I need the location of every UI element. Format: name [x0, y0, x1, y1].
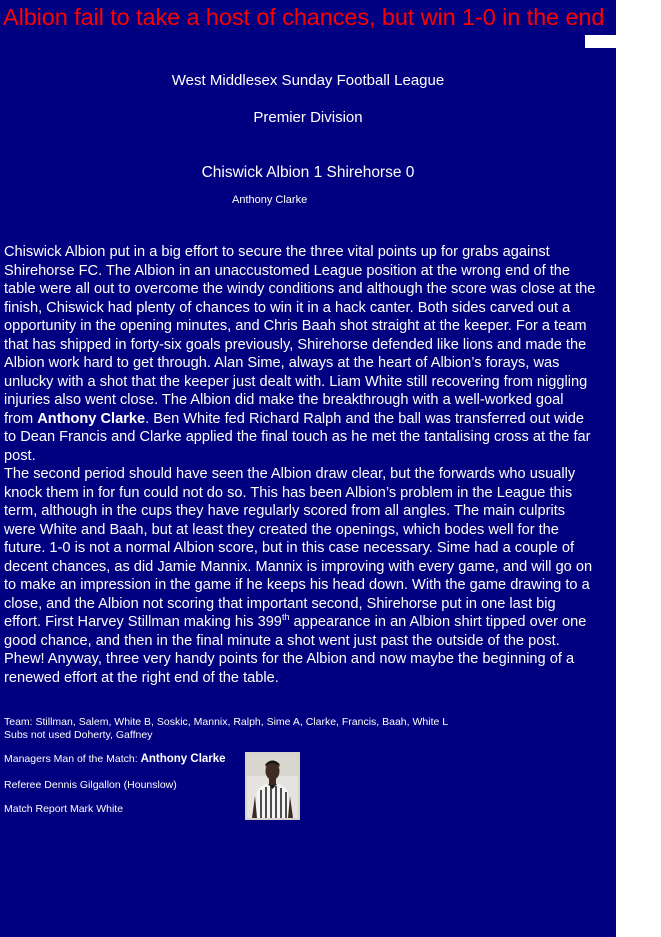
headline: Albion fail to take a host of chances, but win 1-0 in the end: [3, 4, 605, 30]
report-text: The second period should have seen the Albion draw clear, but the forwards who usually knock them in for fun could not do so. This has been Albion’s problem in the League this term, although in the cups they have regularly scored from all angles. The main culprits were White and Baah, but at least they created the openings, which bodes well for the future. 1-0 is not a normal Albion score, but in this case necessary. Sime had a couple of decent chances, as did Jamie Mannix. Mannix is improving with every game, and will go on to make an impression in the game if he keeps his head down. With the game drawing to a close, and the Albion not scoring that important second, Shirehorse put in one last big effort. First Harvey Stillman making his 399: [4, 466, 593, 630]
report-paragraph: [4, 465, 596, 687]
scorer-name: Anthony Clarke: [37, 410, 146, 427]
division-name: Premier Division: [253, 109, 363, 126]
league-name: West Middlesex Sunday Football League: [171, 72, 445, 89]
ordinal-suffix: th: [281, 612, 290, 623]
report-text: appearance in an Albion shirt tipped over one good chance, and then in the final minute a shot went just past the outside of the post. Phew! Anyway, three very handy points for the Albion and now maybe the beginning of a renewed effort at the right end of the table.: [4, 614, 587, 686]
reporter-line: Match Report Mark White: [4, 803, 124, 815]
score-line: Chiswick Albion 1 Shirehorse 0: [201, 164, 415, 181]
motm-label: Managers Man of the Match:: [4, 753, 141, 765]
report-text: Chiswick Albion put in a big effort to secure the three vital points up for grabs against Shirehorse FC. The Albion in an unaccustomed League position at the wrong end of the table were all out to overcome the windy conditions and although the score was close at the finish, Chiswick had plenty of chances to win it in a hack canter. Both sides carved out a opportunity in the opening minutes, and Chris Baah shot straight at the keeper. For a team that has shipped in forty-six goals previously, Shirehorse defended like lions and made the Albion work hard to get through. Alan Sime, always at the heart of Albion’s forays, was unlucky with a shot that the keeper just dealt with. Liam White still recovering from niggling injuries also went close. The Albion did make the breakthrough with a well-worked goal from: [4, 244, 596, 427]
team-line: Team: Stillman, Salem, White B, Soskic, Mannix, Ralph, Sime A, Clarke, Francis, Baah, White L: [4, 716, 449, 728]
motm-name: Anthony Clarke: [140, 753, 226, 765]
man-of-the-match: [4, 753, 226, 766]
subs-line: Subs not used Doherty, Gaffney: [4, 729, 153, 741]
report-text: . Ben White fed Richard Ralph and the ball was transferred out wide to Dean Francis and Clarke applied the final touch as he met the tantalising cross at the far post.: [4, 410, 591, 464]
match-report: [4, 243, 596, 687]
player-photo: [245, 752, 300, 820]
author-byline: Anthony Clarke: [232, 194, 308, 206]
report-paragraph: [4, 243, 596, 465]
player-photo-image: [247, 754, 298, 818]
referee-line: Referee Dennis Gilgallon (Hounslow): [4, 779, 177, 791]
page-gap: [585, 35, 661, 48]
